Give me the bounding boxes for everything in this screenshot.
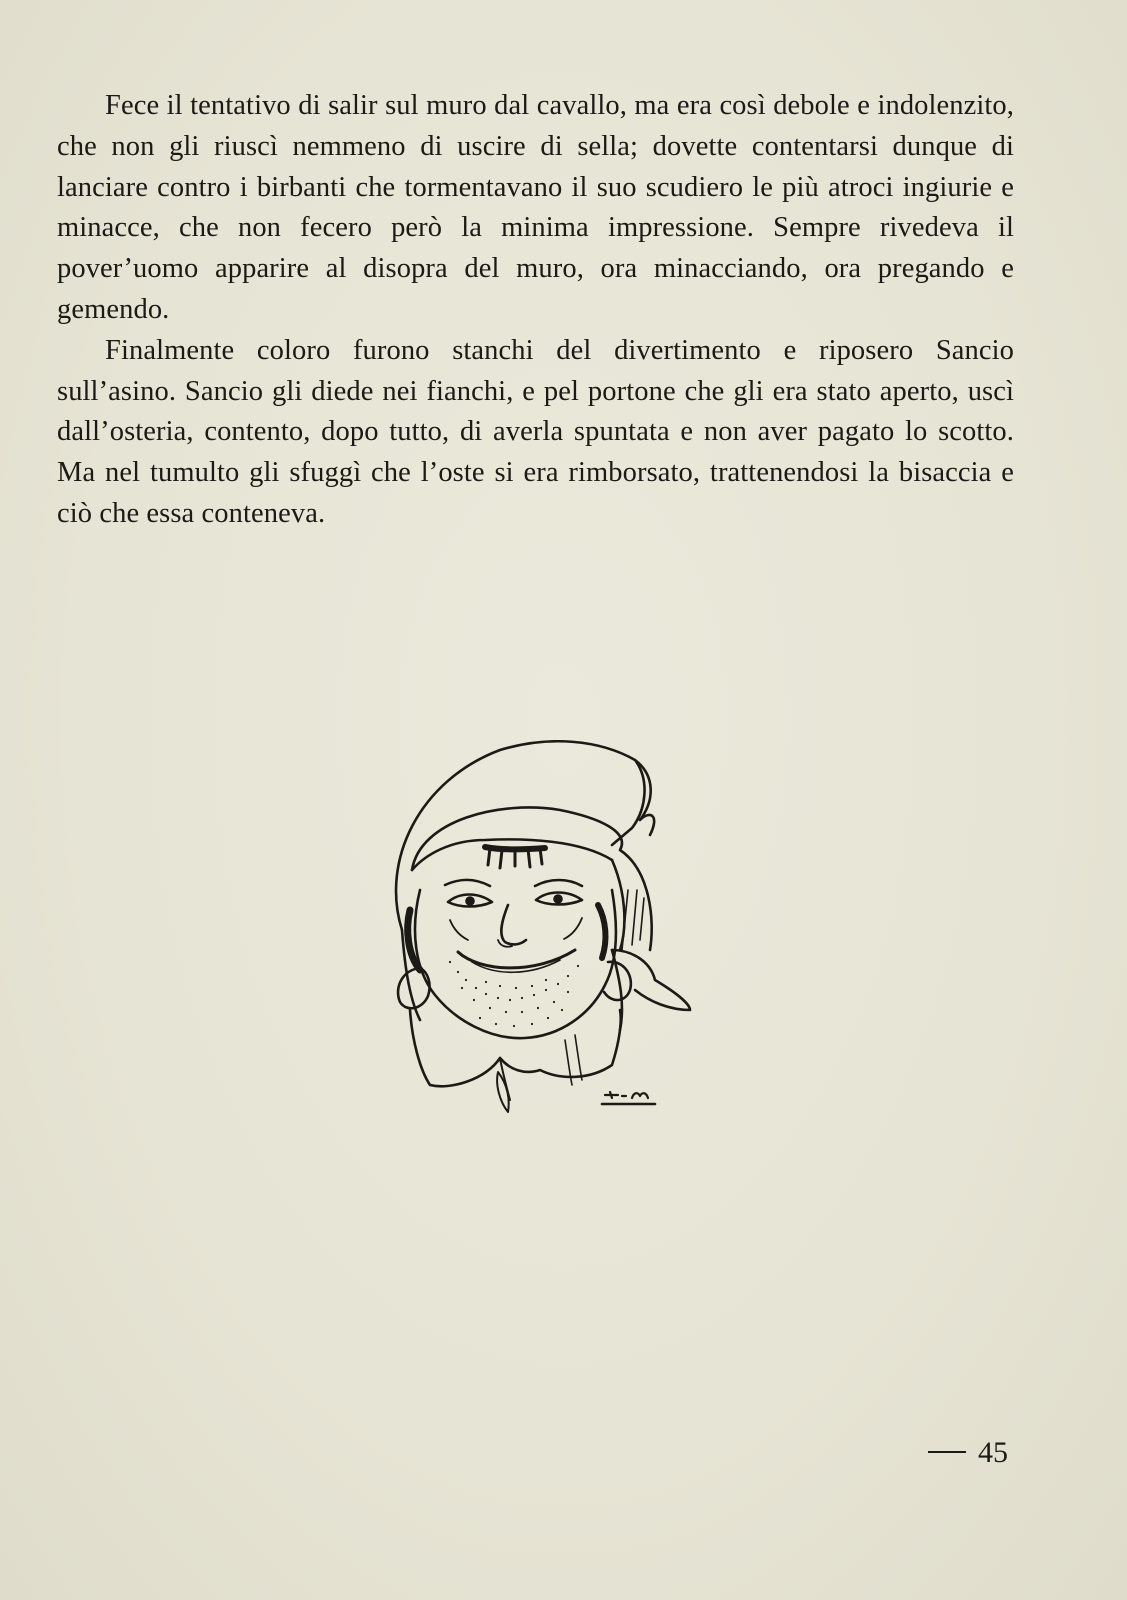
caricature-illustration	[350, 740, 710, 1140]
face	[415, 890, 616, 1038]
page-number	[928, 1435, 1008, 1471]
collar	[410, 1010, 500, 1086]
paragraph-1: Fece il tentativo di salir sul muro dal cavallo, ma era così debole e indolenzito, che non gli riuscì nemmeno di uscire di sella; dovette contentarsi dunque di lanciare contro i birbanti che tormentavano il suo scudiero le più atroci ingiurie e minacce, che non fecero però la minima impressione. Sempre rivedeva il pover’uomo apparire al disopra del muro, ora minacciando, ora pregando e gemendo.	[57, 90, 1014, 325]
body-text	[57, 86, 1014, 535]
smile	[458, 950, 575, 968]
page-number-value: 45	[978, 1436, 1008, 1469]
paragraph-2: Finalmente coloro furono stanchi del divertimento e riposero Sancio sull’asino. Sancio gli diede nei fianchi, e pel portone che gli era stato aperto, uscì dall’osteria, contento, dopo tutto, di averla spuntata e non aver pagato lo scotto. Ma nel tumulto gli sfuggì che l’oste si era rimborsato, trattenendosi la bisaccia e ciò che essa conteneva.	[57, 334, 1014, 529]
page-number-dash	[928, 1451, 966, 1453]
artist-signature	[602, 1092, 655, 1104]
